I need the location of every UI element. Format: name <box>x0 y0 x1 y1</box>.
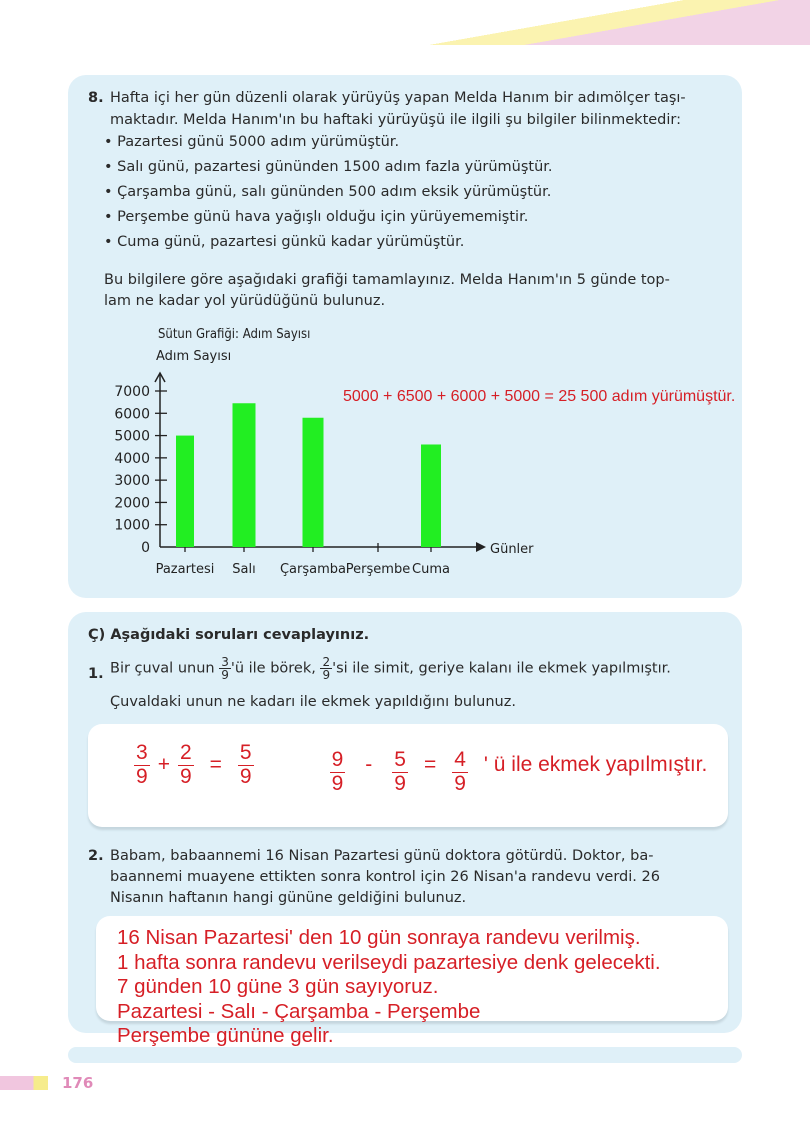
answer-line: Pazartesi - Salı - Çarşamba - Perşembe <box>117 999 481 1023</box>
y-tick-label: 6000 <box>114 406 150 423</box>
bottom-bar <box>68 1047 742 1063</box>
y-tick-label: 1000 <box>114 517 150 534</box>
text: 'si ile simit, geriye kalanı ile ekmek yapılmıştır. <box>332 660 671 677</box>
q2-answer <box>117 926 661 1049</box>
question-text: Hafta içi her gün düzenli olarak yürüyüş yapan Melda Hanım bir adımölçer taşı- <box>110 90 686 106</box>
y-tick-label: 2000 <box>114 495 150 512</box>
answer-line: 1 hafta sonra randevu verilseydi pazartesiye denk gelecekti. <box>117 950 661 974</box>
y-tick-label: 0 <box>141 540 150 556</box>
bullet-item: • Pazartesi günü 5000 adım yürümüştür. <box>104 134 400 150</box>
bullet-item: • Çarşamba günü, salı gününden 500 adım eksik yürümüştür. <box>104 184 552 200</box>
bullet-item: • Cuma günü, pazartesi günkü kadar yürümüştür. <box>104 234 465 250</box>
question-text <box>110 656 671 681</box>
bullet-item: • Perşembe günü hava yağışlı olduğu için yürüyememiştir. <box>104 209 529 225</box>
q1-answer: $\frac{3}{9}$ + $\frac{2}{9}$ = $\frac{5}{9}$ $\frac{9}{9}$ - $\frac{5}{9}$ = $\frac{4}{9}$ ' ü ile ekmek yapılmıştır. <box>136 741 708 795</box>
x-tick-label: Çarşamba <box>279 562 347 577</box>
bar-cuma <box>421 444 441 547</box>
question-text: Babam, babaannemi 16 Nisan Pazartesi günü doktora götürdü. Doktor, ba- <box>110 848 654 864</box>
section-title: Ç) Aşağıdaki soruları cevaplayınız. <box>88 627 370 643</box>
y-tick-label: 4000 <box>114 450 150 467</box>
y-tick-label: 5000 <box>114 428 150 445</box>
question-number: 2. <box>88 848 104 864</box>
x-tick-label: Pazartesi <box>155 562 215 577</box>
question-text: baannemi muayene ettikten sonra kontrol için 26 Nisan'a randevu verdi. 26 <box>110 869 660 885</box>
answer-line: 16 Nisan Pazartesi' den 10 gün sonraya randevu verilmiş. <box>117 926 641 949</box>
question-text: Nisanın haftanın hangi gününe geldiğini bulunuz. <box>110 890 467 906</box>
x-axis-label: Günler <box>490 542 534 557</box>
q8-answer: 5000 + 6500 + 6000 + 5000 = 25 500 adım yürümüştür. <box>343 388 736 405</box>
answer-line: 7 günden 10 güne 3 gün sayıyoruz. <box>117 975 439 998</box>
task-text: lam ne kadar yol yürüdüğünü bulunuz. <box>104 293 386 309</box>
text: Bir çuval unun <box>110 660 215 677</box>
x-tick-label: Cuma <box>412 562 450 577</box>
bar-salı <box>233 403 256 547</box>
question-number: 1. <box>88 666 104 682</box>
question-text: Çuvaldaki unun ne kadarı ile ekmek yapıldığını bulunuz. <box>110 694 516 710</box>
x-tick-label: Perşembe <box>345 562 411 577</box>
bar-pazartesi <box>176 436 194 547</box>
task-text: Bu bilgilere göre aşağıdaki grafiği tamamlayınız. Melda Hanım'ın 5 günde top- <box>104 272 670 288</box>
question-number: 8. <box>88 90 104 106</box>
question-text: maktadır. Melda Hanım'ın bu haftaki yürüyüşü ile ilgili şu bilgiler bilinmektedir: <box>110 112 682 128</box>
page-number: 176 <box>62 1074 94 1092</box>
y-tick-label: 3000 <box>114 473 150 490</box>
y-axis-label: Adım Sayısı <box>156 349 232 364</box>
bullet-item: • Salı günü, pazartesi gününden 1500 adım fazla yürümüştür. <box>104 159 553 175</box>
bar-çarşamba <box>303 418 324 547</box>
text: 'ü ile börek, <box>230 660 316 677</box>
chart-title: Sütun Grafiği: Adım Sayısı <box>158 327 311 342</box>
fraction: $\frac{3}{9}$ <box>221 655 229 682</box>
y-tick-label: 7000 <box>114 384 150 400</box>
answer-line: Perşembe gününe gelir. <box>117 1024 334 1047</box>
x-tick-label: Salı <box>232 562 256 577</box>
fraction: $\frac{2}{9}$ <box>322 655 331 682</box>
page-number-decoration <box>0 1076 48 1090</box>
x-axis-arrow-icon <box>476 542 486 552</box>
